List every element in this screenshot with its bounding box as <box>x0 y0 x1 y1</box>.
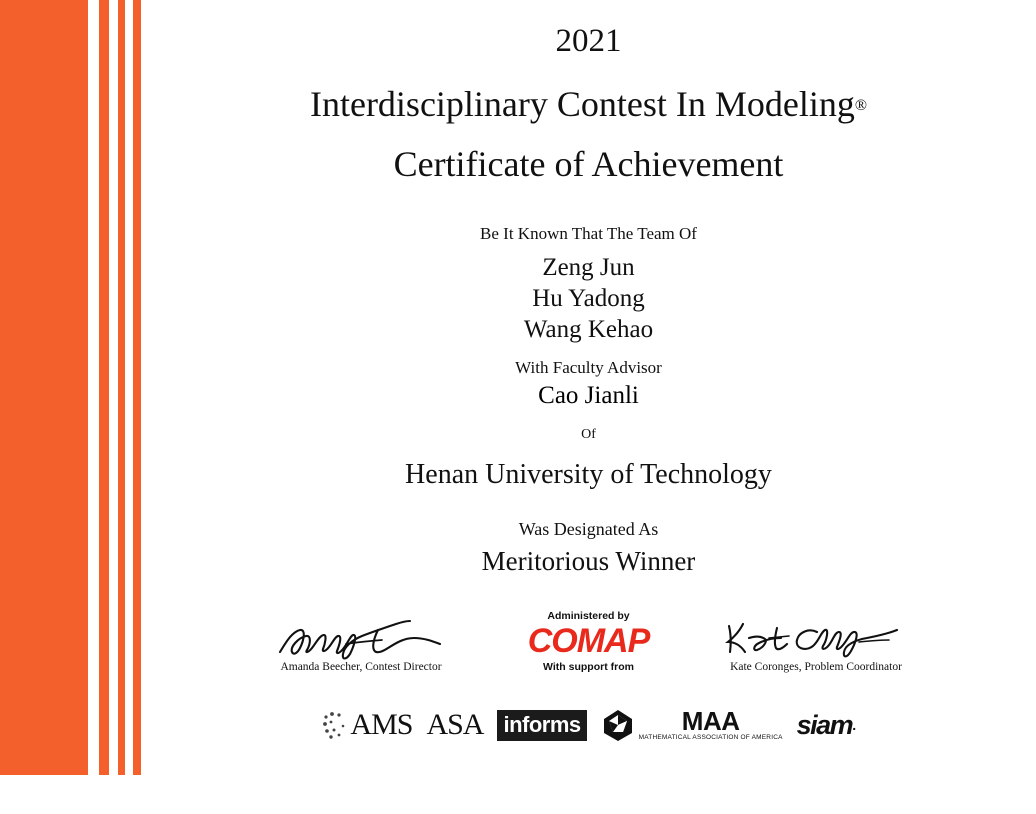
asa-logo-text: ASA <box>426 708 484 741</box>
contest-title-text: Interdisciplinary Contest In Modeling <box>309 83 855 124</box>
administered-by-block <box>494 610 684 673</box>
comap-logo: COMAP <box>527 622 650 660</box>
advisor-label: With Faculty Advisor <box>515 357 662 377</box>
support-from-label: With support from <box>543 661 634 673</box>
maa-logo-subtext: MATHEMATICAL ASSOCIATION OF AMERICA <box>638 734 783 742</box>
signature-block-contest-director <box>251 618 471 673</box>
accent-bar-medium <box>99 0 109 775</box>
informs-logo-text: informs <box>497 710 586 741</box>
institution-name: Henan University of Technology <box>405 458 772 490</box>
signature-caption-problem-coordinator: Kate Coronges, Problem Coordinator <box>730 661 902 673</box>
team-member: Zeng Jun <box>542 253 635 281</box>
accent-bar-thin-2 <box>133 0 141 775</box>
siam-logo-text: siam <box>796 709 853 740</box>
team-member: Hu Yadong <box>532 285 645 313</box>
certificate-content <box>141 0 1036 775</box>
signature-caption-contest-director: Amanda Beecher, Contest Director <box>280 661 442 673</box>
signature-kate-coronges-icon <box>721 618 911 660</box>
ams-logo <box>322 708 412 742</box>
contest-title <box>141 82 1036 127</box>
asa-logo <box>426 708 483 742</box>
maa-icosahedron-icon <box>601 708 635 742</box>
accent-bar-thin-1 <box>118 0 125 775</box>
siam-logo-mark: . <box>852 717 855 733</box>
certificate-year: 2021 <box>555 23 622 59</box>
registered-trademark-icon: ® <box>854 96 868 114</box>
signature-amanda-beecher-icon <box>274 618 449 660</box>
team-label: Be It Known That The Team Of <box>480 223 697 243</box>
informs-logo <box>497 710 586 741</box>
of-label: Of <box>581 426 596 442</box>
ams-dots-icon <box>322 710 348 740</box>
designation-award: Meritorious Winner <box>481 545 696 576</box>
signature-block-problem-coordinator <box>706 618 926 673</box>
sponsor-logo-row <box>141 708 1036 742</box>
administered-by-label: Administered by <box>547 610 630 622</box>
maa-logo-text: MAA <box>681 706 740 737</box>
signature-row <box>141 610 1036 673</box>
ams-logo-text: AMS <box>350 708 413 741</box>
siam-logo <box>797 710 855 741</box>
accent-bar-wide <box>0 0 88 775</box>
team-member: Wang Kehao <box>523 316 654 344</box>
certificate-subtitle: Certificate of Achievement <box>393 143 784 184</box>
maa-logo <box>601 708 783 742</box>
designation-label: Was Designated As <box>518 518 659 539</box>
advisor-name: Cao Jianli <box>538 381 639 409</box>
team-member-list <box>141 252 1036 346</box>
